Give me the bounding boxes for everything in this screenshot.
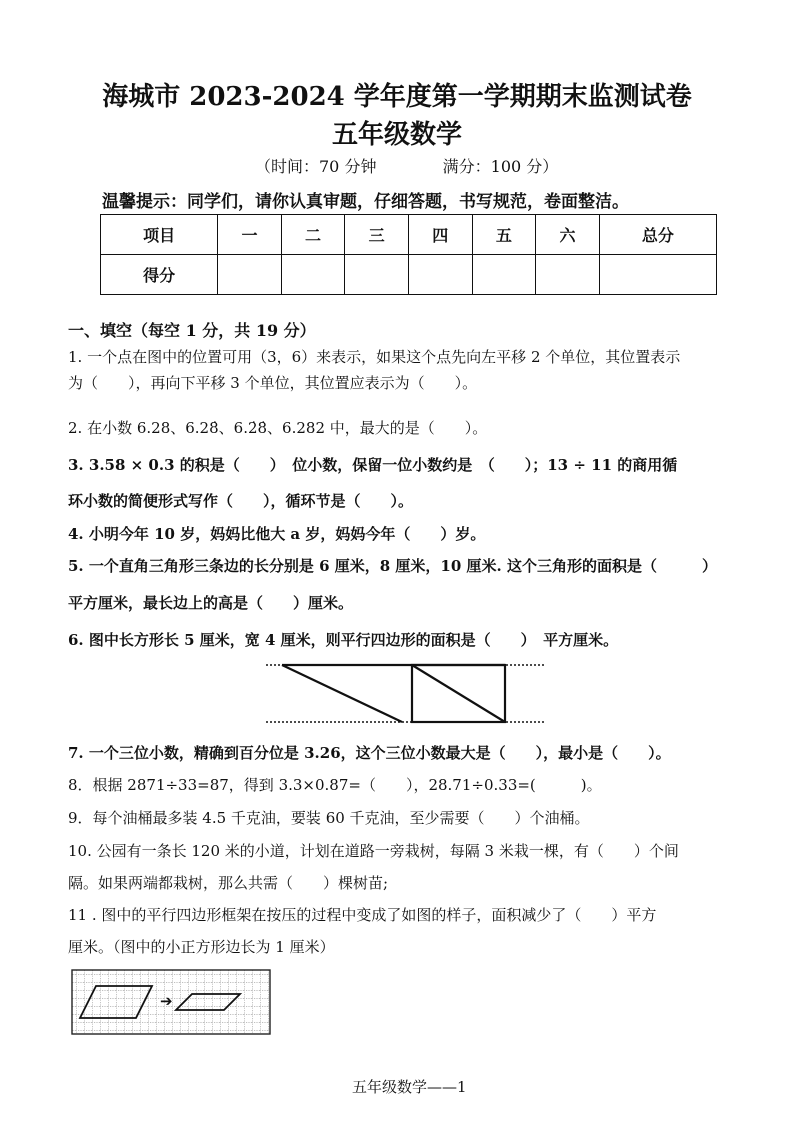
score-cell[interactable] [536, 255, 600, 295]
exam-meta [255, 154, 558, 177]
page-footer: 五年级数学——1 [352, 1078, 467, 1096]
warm-tip: 温馨提示：同学们，请你认真审题，仔细答题，书写规范，卷面整洁。 [102, 192, 629, 212]
parallelogram-left-edge [282, 665, 402, 722]
question-line: 厘米。（图中的小正方形边长为 1 厘米） [68, 938, 335, 956]
question-line: 3. 3.58 × 0.3 的积是（ ） 位小数，保留一位小数约是 （ ）；13 ÷ 11 的商用循 [68, 456, 678, 474]
exam-title: 海城市 2023-2024 学年度第一学期期末监测试卷 [102, 82, 692, 112]
score-cell[interactable] [408, 255, 472, 295]
score-header-cell: 项目 [101, 215, 218, 255]
score-cell[interactable] [599, 255, 716, 295]
question-line: 隔。如果两端都栽树，那么共需（ ）棵树苗; [68, 874, 389, 892]
figure-rectangle-parallelogram [262, 660, 548, 726]
question-line: 5. 一个直角三角形三条边的长分别是 6 厘米，8 厘米，10 厘米. 这个三角形的面积是（ ） [68, 557, 717, 575]
question-line: 环小数的简便形式写作（ ），循环节是（ ）。 [68, 492, 414, 510]
score-header-cell: 一 [218, 215, 282, 255]
score-cell[interactable] [218, 255, 282, 295]
score-cell[interactable] [472, 255, 536, 295]
question-line: 1. 一个点在图中的位置可用（3，6）来表示，如果这个点先向左平移 2 个单位，其位置表示 [68, 348, 681, 366]
question-line: 平方厘米，最长边上的高是（ ）厘米。 [68, 594, 354, 612]
score-table [100, 214, 717, 295]
arrow-icon: ➔ [160, 992, 173, 1010]
question-line: 8．根据 2871÷33=87，得到 3.3×0.87=（ ），28.71÷0.33=( )。 [68, 776, 602, 794]
question-line: 10. 公园有一条长 120 米的小道，计划在道路一旁栽树，每隔 3 米栽一棵，有（ ）个间 [68, 842, 679, 860]
question-line: 6. 图中长方形长 5 厘米，宽 4 厘米，则平行四边形的面积是（ ） 平方厘米。 [68, 631, 619, 649]
parallelogram-right-edge [412, 665, 505, 722]
question-line: 11 . 图中的平行四边形框架在按压的过程中变成了如图的样子，面积减少了（ ）平方 [68, 906, 657, 924]
exam-subtitle: 五年级数学 [331, 120, 462, 150]
score-header-cell: 六 [536, 215, 600, 255]
question-line: 为（ ），再向下平移 3 个单位，其位置应表示为（ ）。 [68, 374, 478, 392]
score-table-header-row [101, 215, 717, 255]
score-header-cell: 五 [472, 215, 536, 255]
score-cell[interactable] [345, 255, 409, 295]
question-line: 7. 一个三位小数，精确到百分位是 3.26，这个三位小数最大是（ ），最小是（ ）。 [68, 744, 671, 762]
score-header-cell: 二 [281, 215, 345, 255]
score-row-label: 得分 [101, 255, 218, 295]
score-cell[interactable] [281, 255, 345, 295]
question-line: 2. 在小数 6.28、6.28̇、6.2̇8̇、6.282 中，最大的是（ ）。 [68, 419, 488, 437]
score-header-cell: 总分 [599, 215, 716, 255]
score-table-score-row [101, 255, 717, 295]
score-header-cell: 三 [345, 215, 409, 255]
score-header-cell: 四 [408, 215, 472, 255]
full-score: 满分：100 分） [442, 157, 559, 176]
time-limit: （时间：70 分钟 [255, 157, 377, 176]
question-line: 4. 小明今年 10 岁，妈妈比他大 a 岁，妈妈今年（ ）岁。 [68, 525, 486, 543]
figure-grid-parallelograms [68, 966, 274, 1038]
question-line: 9．每个油桶最多装 4.5 千克油，要装 60 千克油，至少需要（ ）个油桶。 [68, 809, 590, 827]
section-title: 一、填空（每空 1 分，共 19 分） [68, 321, 316, 340]
